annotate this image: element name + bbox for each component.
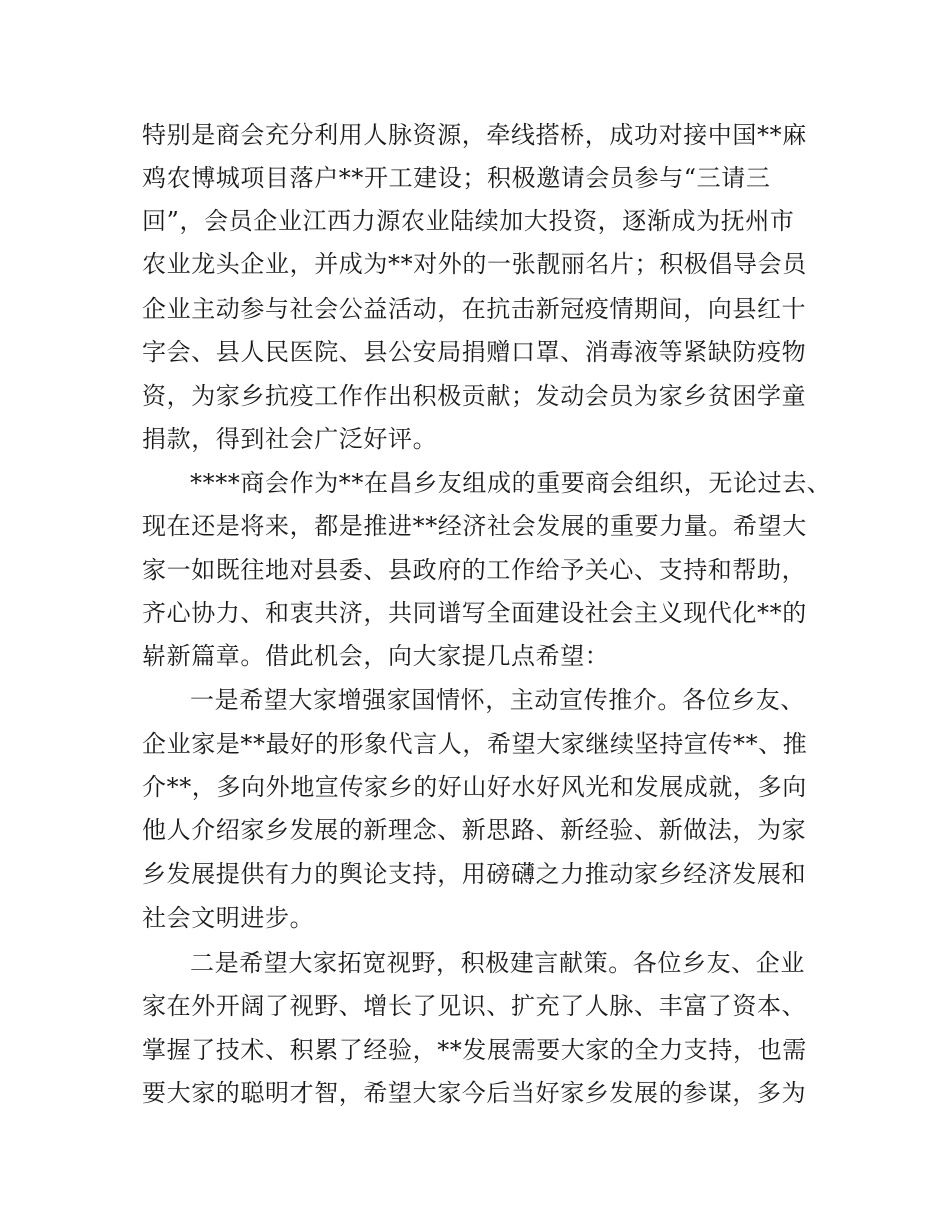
text-line: 二是希望大家拓宽视野，积极建言献策。各位乡友、企业 [190, 949, 805, 977]
text-line: 要大家的聪明才智，希望大家今后当好家乡发展的参谋，多为 [142, 1079, 807, 1107]
text-line: 齐心协力、和衷共济，共同谱写全面建设社会主义现代化**的 [142, 599, 807, 627]
text-line: 捐款，得到社会广泛好评。 [142, 425, 438, 453]
text-line: 特别是商会充分利用人脉资源，牵线搭桥，成功对接中国**麻 [142, 121, 807, 149]
text-line: 企业主动参与社会公益活动，在抗击新冠疫情期间，向县红十 [142, 295, 807, 323]
text-line: 掌握了技术、积累了经验，**发展需要大家的全力支持，也需 [142, 1036, 807, 1064]
text-line: 介**，多向外地宣传家乡的好山好水好风光和发展成就，多向 [142, 773, 807, 801]
text-line: 家一如既往地对县委、县政府的工作给予关心、支持和帮助， [142, 556, 807, 584]
text-line: 资，为家乡抗疫工作作出积极贡献；发动会员为家乡贫困学童 [142, 382, 807, 410]
text-line: 一是希望大家增强家国情怀，主动宣传推介。各位乡友、 [190, 686, 805, 714]
text-line: 农业龙头企业，并成为**对外的一张靓丽名片；积极倡导会员 [142, 250, 807, 278]
text-line: 现在还是将来，都是推进**经济社会发展的重要力量。希望大 [142, 512, 807, 540]
text-line: 企业家是**最好的形象代言人，希望大家继续坚持宣传**、推 [142, 730, 808, 758]
text-line: 回”，会员企业江西力源农业陆续加大投资，逐渐成为抚州市 [142, 207, 795, 235]
text-line: ****商会作为**在昌乡友组成的重要商会组织，无论过去、 [190, 469, 832, 497]
text-line: 鸡农博城项目落户**开工建设；积极邀请会员参与“三请三 [142, 164, 771, 192]
text-line: 他人介绍家乡发展的新理念、新思路、新经验、新做法，为家 [142, 816, 807, 844]
text-line: 字会、县人民医院、县公安局捐赠口罩、消毒液等紧缺防疫物 [142, 338, 807, 366]
text-line: 崭新篇章。借此机会，向大家提几点希望： [142, 642, 610, 670]
text-line: 乡发展提供有力的舆论支持，用磅礴之力推动家乡经济发展和 [142, 860, 807, 888]
text-line: 社会文明进步。 [142, 904, 315, 932]
text-line: 家在外开阔了视野、增长了见识、扩充了人脉、丰富了资本、 [142, 992, 807, 1020]
